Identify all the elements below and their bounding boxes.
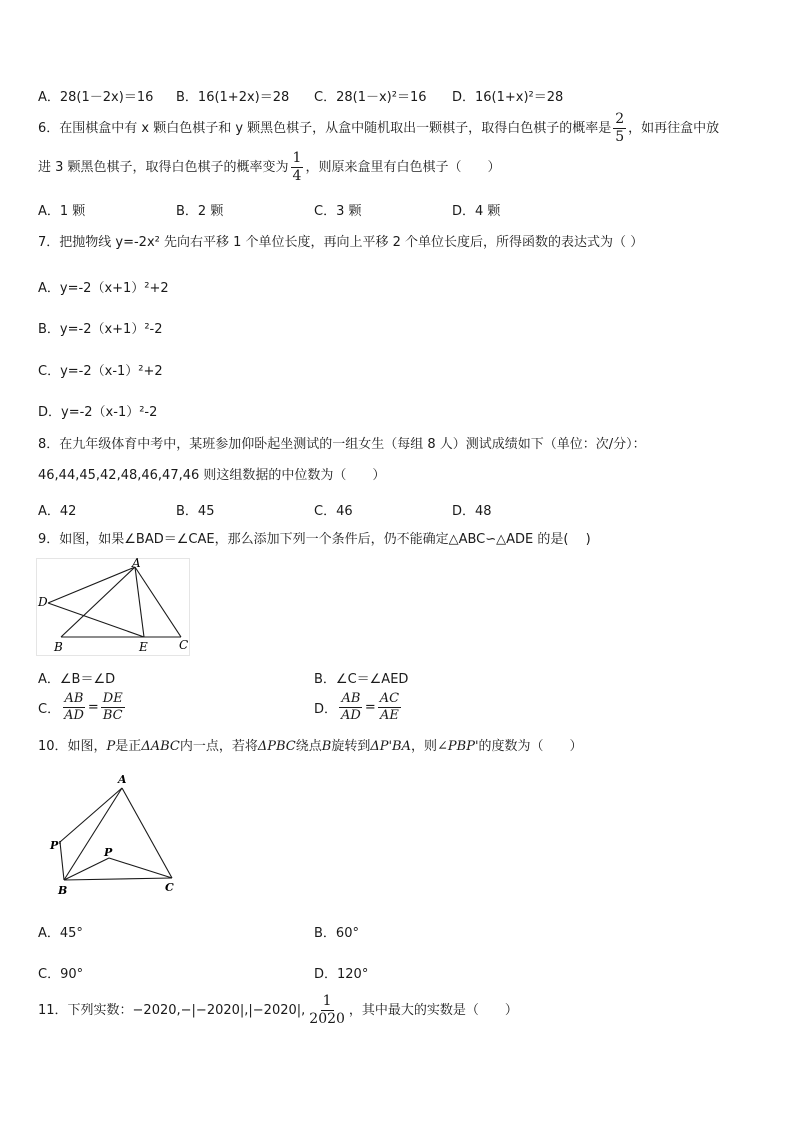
q10-text-g: 的度数为（ ） [478,739,583,754]
fraction-ab-ad [62,692,86,722]
q6-text-a: 6．在围棋盒中有 x 颗白色棋子和 y 颗黑色棋子，从盒中随机取出一颗棋子，取得白色棋子的概率是 [38,120,612,136]
fraction-numerator: 1 [322,993,332,1009]
fraction-denominator: BC [102,707,123,723]
q8-option-d: D．48 [452,504,492,519]
q7-option-a: A．y=-2（x+1）²+2 [38,281,169,296]
q10-stem [38,740,583,753]
q10-option-a: A．45° [38,926,83,941]
q6-stem-line1 [38,112,719,144]
q10-triangle-pba: ΔP'BA [370,739,411,754]
label-a: A [132,558,141,570]
fraction-denominator: 2020 [309,1010,345,1027]
q6-option-c: C．3 颗 [314,204,362,219]
q10-point-b: B [321,739,332,754]
segment-ad [48,567,135,603]
q6-stem-line2 [38,151,500,183]
q8-option-a: A．42 [38,504,77,519]
segment-ab [61,567,135,637]
fraction-de-bc [101,692,125,722]
q7-option-c: C．y=-2（x-1）²+2 [38,364,163,379]
q6-text-d: ，则原来盒里有白色棋子（ ） [305,159,501,175]
q10-option-d: D．120° [314,967,369,982]
option-letter: D． [314,701,338,717]
label-e: E [139,640,148,654]
fraction-numerator: 1 [292,150,302,166]
segment-ac [135,567,181,637]
q10-text-a: 10．如图， [38,739,107,754]
q5-option-c: C．28(1－x)²＝16 [314,90,427,105]
q10-text-c: 内一点，若将 [179,739,258,754]
q5-option-a: A．28(1－2x)＝16 [38,90,154,105]
q10-triangle-pbc: ΔPBC [257,739,296,754]
label-a: A [118,773,127,786]
q7-stem: 7．把抛物线 y=-2x² 先向右平移 1 个单位长度，再向上平移 2 个单位长度后，所得函数的表达式为（ ） [38,235,644,250]
q6-option-b: B．2 颗 [176,204,224,219]
q10-text-d: 绕点 [295,739,322,754]
q6-text-b: ，如再往盒中放 [628,120,720,136]
fraction-numerator: AB [341,691,361,706]
q9-option-a: A．∠B＝∠D [38,672,116,687]
q8-stem: 8．在九年级体育中考中，某班参加仰卧起坐测试的一组女生（每组 8 人）测试成绩如下（单位：次/分）： [38,437,646,452]
segment-bc [64,878,172,880]
q8-option-c: C．46 [314,504,353,519]
label-b: B [58,884,68,897]
fraction-ab-ad [339,692,363,722]
label-d: D [38,595,48,609]
q9-option-c [38,692,127,722]
fraction-denominator: 4 [292,167,302,184]
label-b: B [54,640,63,654]
q10-text-e: 旋转到 [331,739,371,754]
q10-angle-pbp: ∠PBP' [437,739,479,754]
fraction-numerator: AB [64,691,84,706]
q9-stem: 9．如图，如果∠BAD＝∠CAE，那么添加下列一个条件后，仍不能确定△ABC∽△ADE 的是( ) [38,532,591,547]
q6-option-d: D．4 颗 [452,204,501,219]
label-c: C [179,638,189,652]
label-c: C [165,881,174,894]
q11-text-b: ，其中最大的实数是（ ） [348,1002,518,1018]
q11-text-a: 11．下列实数：−2020,−|−2020|,|−2020|, [38,1002,306,1018]
option-letter: C． [38,701,61,717]
q10-option-b: B．60° [314,926,359,941]
q9-option-d [314,692,403,722]
label-p-prime: P' [50,839,62,852]
q7-option-d: D．y=-2（x-1）²-2 [38,405,158,420]
q6-fraction-1-4 [291,151,304,183]
q10-option-c: C．90° [38,967,84,982]
q11-fraction-1-2020 [307,994,347,1026]
q10-triangle-figure [46,770,186,898]
fraction-denominator: AD [341,707,361,723]
equals-sign: = [364,699,376,715]
q8-data-line: 46,44,45,42,48,46,47,46 则这组数据的中位数为（ ） [38,468,386,483]
q7-option-b: B．y=-2（x+1）²-2 [38,322,163,337]
fraction-numerator: DE [102,691,123,706]
segment-de [48,603,144,637]
q8-option-b: B．45 [176,504,215,519]
q9-triangle-figure [36,558,190,656]
q9-option-b: B．∠C＝∠AED [314,672,409,687]
q10-triangle-abc: ΔABC [141,739,180,754]
q11-stem [38,994,518,1026]
fraction-numerator: AC [379,691,400,706]
q10-point-p: P [106,739,116,754]
fraction-denominator: 5 [615,128,625,145]
q5-option-d: D．16(1+x)²＝28 [452,90,564,105]
q10-text-b: 是正 [115,739,142,754]
q6-text-c: 进 3 颗黑色棋子，取得白色棋子的概率变为 [38,159,289,175]
fraction-denominator: AD [64,707,84,723]
label-p: P [104,846,113,859]
fraction-numerator: 2 [615,111,625,127]
fraction-ac-ae [378,692,401,722]
q5-option-b: B．16(1+2x)＝28 [176,90,290,105]
segment-ae [135,567,144,637]
equals-sign: = [87,699,99,715]
q6-option-a: A．1 颗 [38,204,86,219]
segment-ap1 [60,788,122,842]
q10-text-f: ，则 [411,739,438,754]
q6-fraction-2-5 [613,112,626,144]
fraction-denominator: AE [379,707,399,723]
